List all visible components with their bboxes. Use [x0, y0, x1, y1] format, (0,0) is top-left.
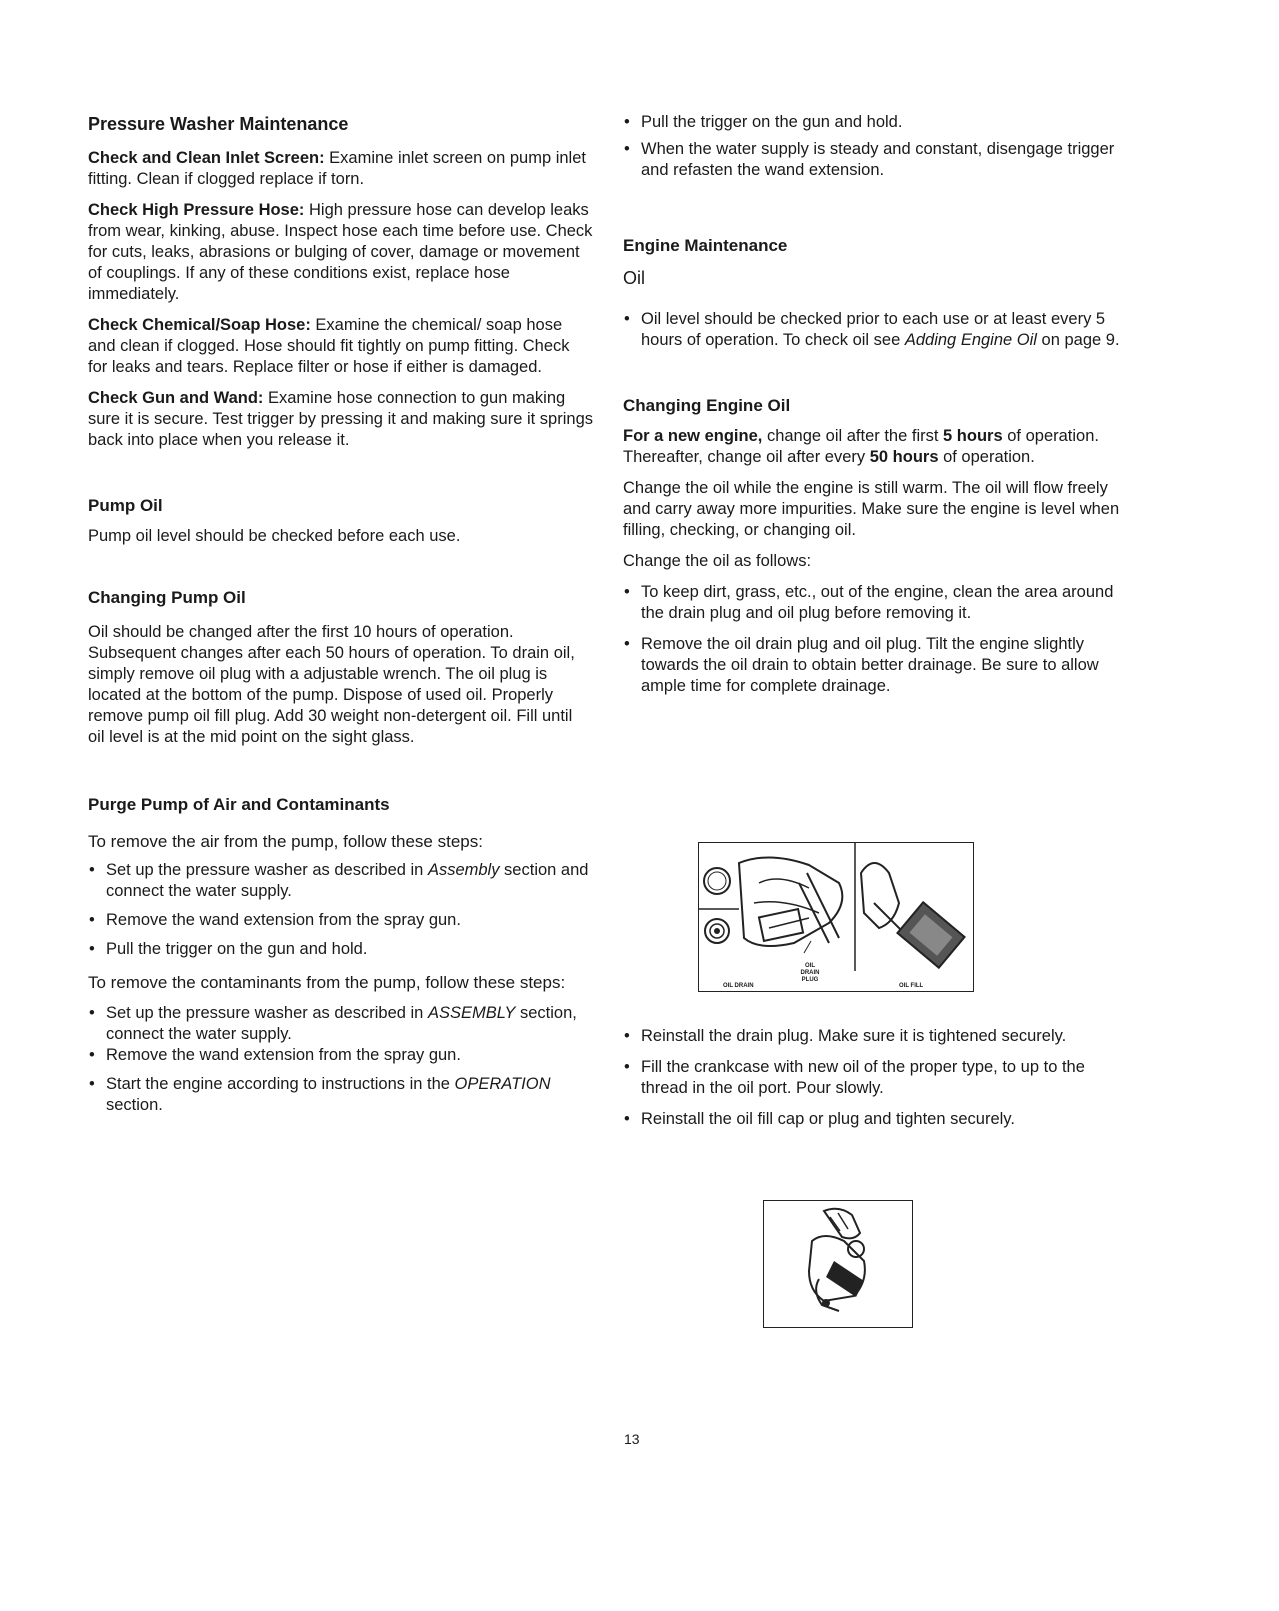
section-title-pump-oil: Pump Oil: [88, 496, 163, 515]
section-title-changing-pump-oil: Changing Pump Oil: [88, 588, 246, 607]
lead-inlet-screen: Check and Clean Inlet Screen:: [88, 149, 325, 167]
text-gun-wand: Examine hose connection to gun making sure it is secure. Test trigger by pressing it and making sure it springs back into place when you release it.: [88, 389, 593, 449]
label-oil-drain-plug: OIL DRAIN PLUG: [800, 963, 820, 983]
paragraph-chemical-hose: [88, 315, 593, 378]
paragraph-warm-engine: Change the oil while the engine is still warm. The oil will flow freely and carry away more impurities. Make sure the engine is level when filling, checking, or changing oil.: [623, 479, 1120, 539]
list-item: • Pull the trigger on the gun and hold.: [89, 940, 368, 958]
list-item: • Oil level should be checked prior to each use or at least every 5 hours of operation. To check oil see Adding Engine Oil on page 9.: [624, 310, 1120, 349]
list-item: • Remove the wand extension from the spray gun.: [89, 911, 461, 929]
list-item: • Reinstall the oil fill cap or plug and tighten securely.: [624, 1110, 1015, 1128]
text-inlet-screen: Examine inlet screen on pump inlet fitting. Clean if clogged replace if torn.: [88, 149, 586, 188]
paragraph-gun-wand: [88, 388, 593, 451]
label-oil-fill: OIL FILL: [899, 983, 924, 989]
air-steps-list: [88, 860, 593, 960]
section-title-pressure-washer: Pressure Washer Maintenance: [88, 114, 349, 134]
list-item: • Remove the wand extension from the spray gun.: [89, 1046, 461, 1064]
oil-check-list: [623, 309, 1123, 351]
text-high-pressure-hose: High pressure hose can develop leaks from wear, kinking, abuse. Inspect hose each time before use. Check for cuts, leaks, abrasions or bulging of cover, damage or movement of couplings. If any of these conditions exist, replace hose immediately.: [88, 201, 593, 303]
lead-gun-wand: Check Gun and Wand:: [88, 389, 264, 407]
right-column: [623, 112, 1123, 697]
oil-drain-figure: [698, 842, 974, 992]
section-title-oil: Oil: [623, 268, 645, 288]
paragraph-high-pressure-hose: [88, 200, 593, 305]
list-item: • Reinstall the drain plug. Make sure it is tightened securely.: [624, 1027, 1067, 1045]
continued-steps-list: [623, 112, 1123, 181]
list-item: • Pull the trigger on the gun and hold.: [624, 113, 903, 131]
reinstall-steps-list: [623, 1026, 1103, 1130]
label-oil-drain: OIL DRAIN: [723, 983, 754, 989]
paragraph-inlet-screen: [88, 148, 593, 190]
oil-fill-figure: [763, 1200, 913, 1328]
lead-high-pressure-hose: Check High Pressure Hose:: [88, 201, 305, 219]
section-title-changing-engine-oil: Changing Engine Oil: [623, 396, 791, 415]
section-title-engine-maintenance: Engine Maintenance: [623, 236, 788, 255]
section-title-purge-pump: Purge Pump of Air and Contaminants: [88, 795, 390, 814]
paragraph-new-engine: For a new engine, change oil after the first 5 hours of operation. Thereafter, change oil after every 50 hours of operation.: [623, 427, 1099, 466]
list-item: • When the water supply is steady and constant, disengage trigger and refasten the wand extension.: [624, 140, 1115, 179]
paragraph-change-follows: Change the oil as follows:: [623, 552, 812, 570]
list-item: • Remove the oil drain plug and oil plug. Tilt the engine slightly towards the oil drain to obtain better drainage. Be sure to allow ample time for complete drainage.: [624, 635, 1099, 695]
list-item: • To keep dirt, grass, etc., out of the engine, clean the area around the drain plug and oil plug before removing it.: [624, 583, 1114, 622]
air-steps-intro: To remove the air from the pump, follow these steps:: [88, 832, 483, 851]
page-number: 13: [624, 1431, 640, 1447]
left-column: [88, 112, 593, 1116]
list-item: • Set up the pressure washer as described in Assembly section and connect the water supply.: [89, 861, 589, 900]
lead-chemical-hose: Check Chemical/Soap Hose:: [88, 316, 311, 334]
text-chemical-hose: Examine the chemical/ soap hose and clean if clogged. Hose should fit tightly on pump fitting. Check for leaks and tears. Replace filter or hose if either is damaged.: [88, 316, 570, 376]
contaminant-steps-intro: To remove the contaminants from the pump, follow these steps:: [88, 973, 566, 992]
contaminant-steps-list: [88, 1003, 593, 1116]
list-item: • Set up the pressure washer as described in ASSEMBLY section, connect the water supply.: [89, 1004, 577, 1043]
oil-drain-illustration: [699, 843, 973, 991]
list-item: • Start the engine according to instructions in the OPERATION section.: [89, 1075, 551, 1114]
oil-fill-illustration: [764, 1201, 912, 1327]
paragraph-changing-pump-oil: Oil should be changed after the first 10 hours of operation. Subsequent changes after each 50 hours of operation. To drain oil, simply remove oil plug with a adjustable wrench. The oil plug is located at the bottom of the pump. Dispose of used oil. Properly remove pump oil fill plug. Add 30 weight non-detergent oil. Fill until oil level is at the mid point on the sight glass.: [88, 623, 575, 746]
paragraph-pump-oil: Pump oil level should be checked before each use.: [88, 527, 461, 545]
list-item: • Fill the crankcase with new oil of the proper type, to up to the thread in the oil port. Pour slowly.: [624, 1058, 1085, 1097]
change-oil-steps-list: [623, 582, 1123, 697]
